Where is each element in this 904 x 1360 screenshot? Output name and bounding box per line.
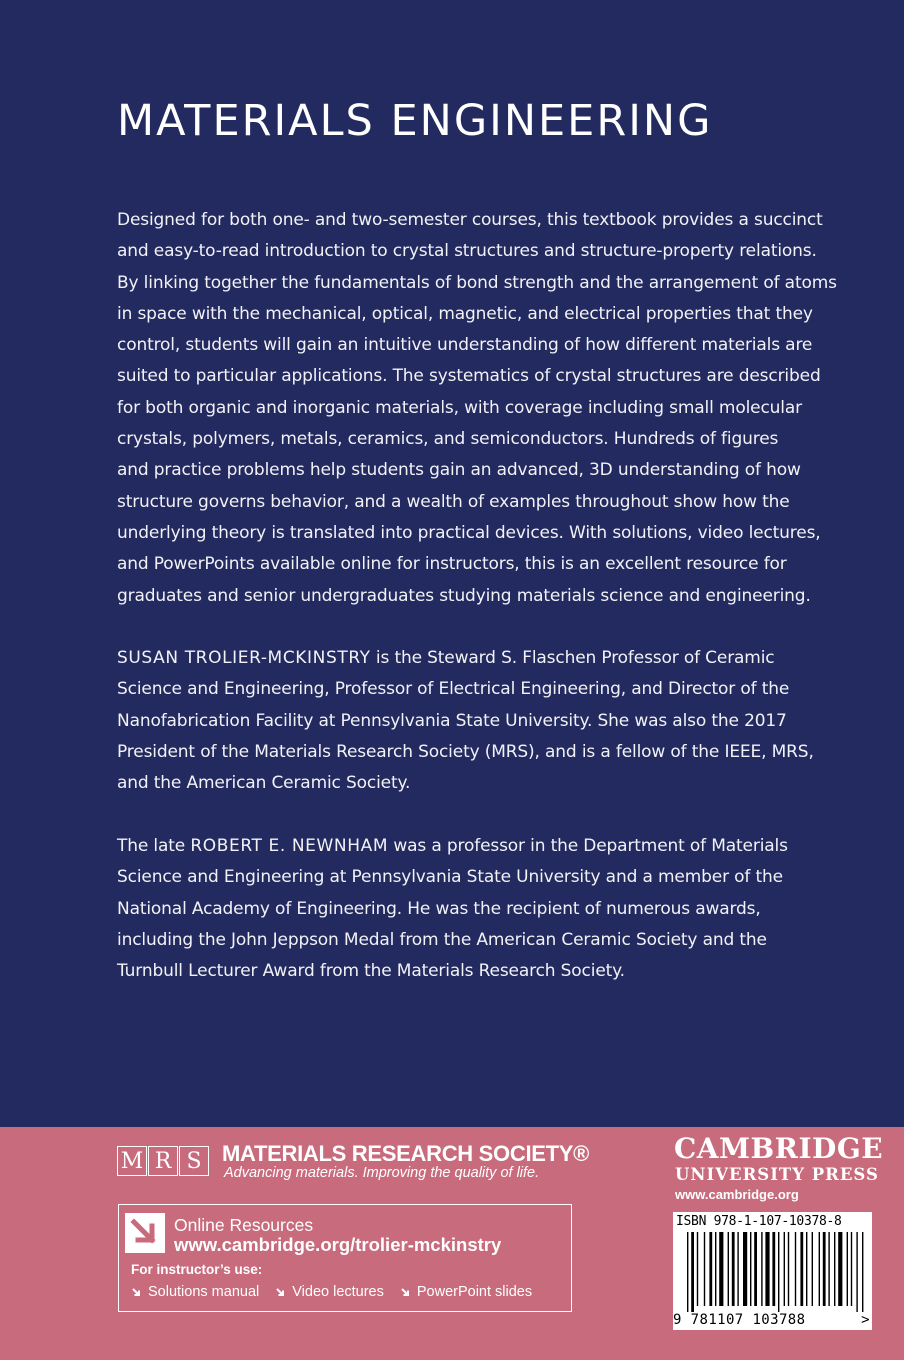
description-line: suited to particular applications. The systematics of crystal structures are described xyxy=(117,366,821,387)
publisher-press: UNIVERSITY PRESS xyxy=(675,1165,879,1184)
author-bio-trolier-mckinstry xyxy=(117,643,817,799)
description-line: Designed for both one- and two-semester courses, this textbook provides a succinct xyxy=(117,210,823,230)
instructor-resource-item xyxy=(131,1284,259,1300)
mrs-logo-letter: S xyxy=(179,1146,209,1176)
description-line: in space with the mechanical, optical, magnetic, and electrical properties that they xyxy=(117,303,813,324)
author-bio-text: is the Steward S. Flaschen Professor of Ceramic xyxy=(370,648,775,668)
resource-label: Solutions manual xyxy=(148,1284,260,1300)
barcode xyxy=(673,1212,872,1330)
author-bio-line: Turnbull Lecturer Award from the Materials Research Society. xyxy=(117,961,625,982)
instructor-resource-item xyxy=(400,1284,532,1300)
mrs-logo xyxy=(117,1146,210,1176)
barcode-marker: > xyxy=(861,1312,870,1328)
book-description xyxy=(117,205,837,612)
author-name: SUSAN TROLIER-MCKINSTRY xyxy=(117,648,371,668)
author-bio-line: Nanofabrication Facility at Pennsylvania State University. She was also the 2017 xyxy=(117,710,787,731)
publisher-url[interactable]: www.cambridge.org xyxy=(675,1187,799,1202)
resource-arrow-icon xyxy=(400,1287,411,1298)
resource-arrow-icon xyxy=(275,1287,286,1298)
barcode-digits: 9 781107 103788 xyxy=(673,1312,806,1328)
author-bio-newnham xyxy=(117,831,817,987)
author-prefix: The late xyxy=(117,836,191,856)
description-line: and easy-to-read introduction to crystal structures and structure-property relations. xyxy=(117,241,817,262)
instructor-resource-item xyxy=(275,1284,384,1300)
author-bio-line: National Academy of Engineering. He was the recipient of numerous awards, xyxy=(117,898,761,919)
book-title: MATERIALS ENGINEERING xyxy=(117,96,713,146)
barcode-number xyxy=(673,1312,872,1328)
barcode-bars xyxy=(673,1232,872,1312)
instructor-use-label: For instructor’s use: xyxy=(131,1262,263,1277)
mrs-logo-letter: M xyxy=(117,1146,147,1176)
resource-label: PowerPoint slides xyxy=(416,1284,533,1300)
online-resources-title: Online Resources xyxy=(174,1215,314,1235)
description-line: crystals, polymers, metals, ceramics, and semiconductors. Hundreds of figures xyxy=(117,429,779,450)
description-line: and practice problems help students gain an advanced, 3D understanding of how xyxy=(117,460,801,481)
publisher-name: CAMBRIDGE xyxy=(674,1132,884,1165)
author-bio-line: Science and Engineering at Pennsylvania State University and a member of the xyxy=(117,867,783,888)
author-bio-text: was a professor in the Department of Materials xyxy=(388,836,788,856)
author-name: ROBERT E. NEWNHAM xyxy=(190,836,389,856)
mrs-tagline: Advancing materials. Improving the quality of life. xyxy=(224,1165,540,1181)
cover-footer xyxy=(0,1127,904,1360)
author-bio-line: Science and Engineering, Professor of Electrical Engineering, and Director of the xyxy=(117,679,790,700)
instructor-resources-list xyxy=(131,1284,548,1300)
author-bio-line: including the John Jeppson Medal from the American Ceramic Society and the xyxy=(117,929,767,950)
description-line: By linking together the fundamentals of bond strength and the arrangement of atoms xyxy=(117,272,837,293)
isbn-label: ISBN 978-1-107-10378-8 xyxy=(676,1214,842,1229)
resource-arrow-icon xyxy=(131,1287,142,1298)
online-resources-url[interactable]: www.cambridge.org/trolier-mckinstry xyxy=(174,1234,502,1255)
mrs-name: MATERIALS RESEARCH SOCIETY® xyxy=(222,1141,590,1166)
author-bio-line: President of the Materials Research Society (MRS), and is a fellow of the IEEE, MRS, xyxy=(117,741,814,762)
description-line: and PowerPoints available online for instructors, this is an excellent resource for xyxy=(117,554,787,575)
description-line: structure governs behavior, and a wealth of examples throughout show how the xyxy=(117,491,790,512)
mrs-logo-letter: R xyxy=(148,1146,178,1176)
author-bio-line: and the American Ceramic Society. xyxy=(117,773,411,794)
resource-label: Video lectures xyxy=(292,1284,384,1300)
description-line: control, students will gain an intuitive understanding of how different materials are xyxy=(117,335,813,356)
author-bio-line xyxy=(117,643,817,674)
online-resources-arrow-icon xyxy=(125,1213,165,1253)
description-line: graduates and senior undergraduates studying materials science and engineering. xyxy=(117,585,811,606)
description-line: underlying theory is translated into practical devices. With solutions, video lectures, xyxy=(117,522,821,543)
online-resources-box xyxy=(118,1204,572,1312)
author-bio-line xyxy=(117,831,817,862)
description-line: for both organic and inorganic materials, with coverage including small molecular xyxy=(117,397,802,418)
